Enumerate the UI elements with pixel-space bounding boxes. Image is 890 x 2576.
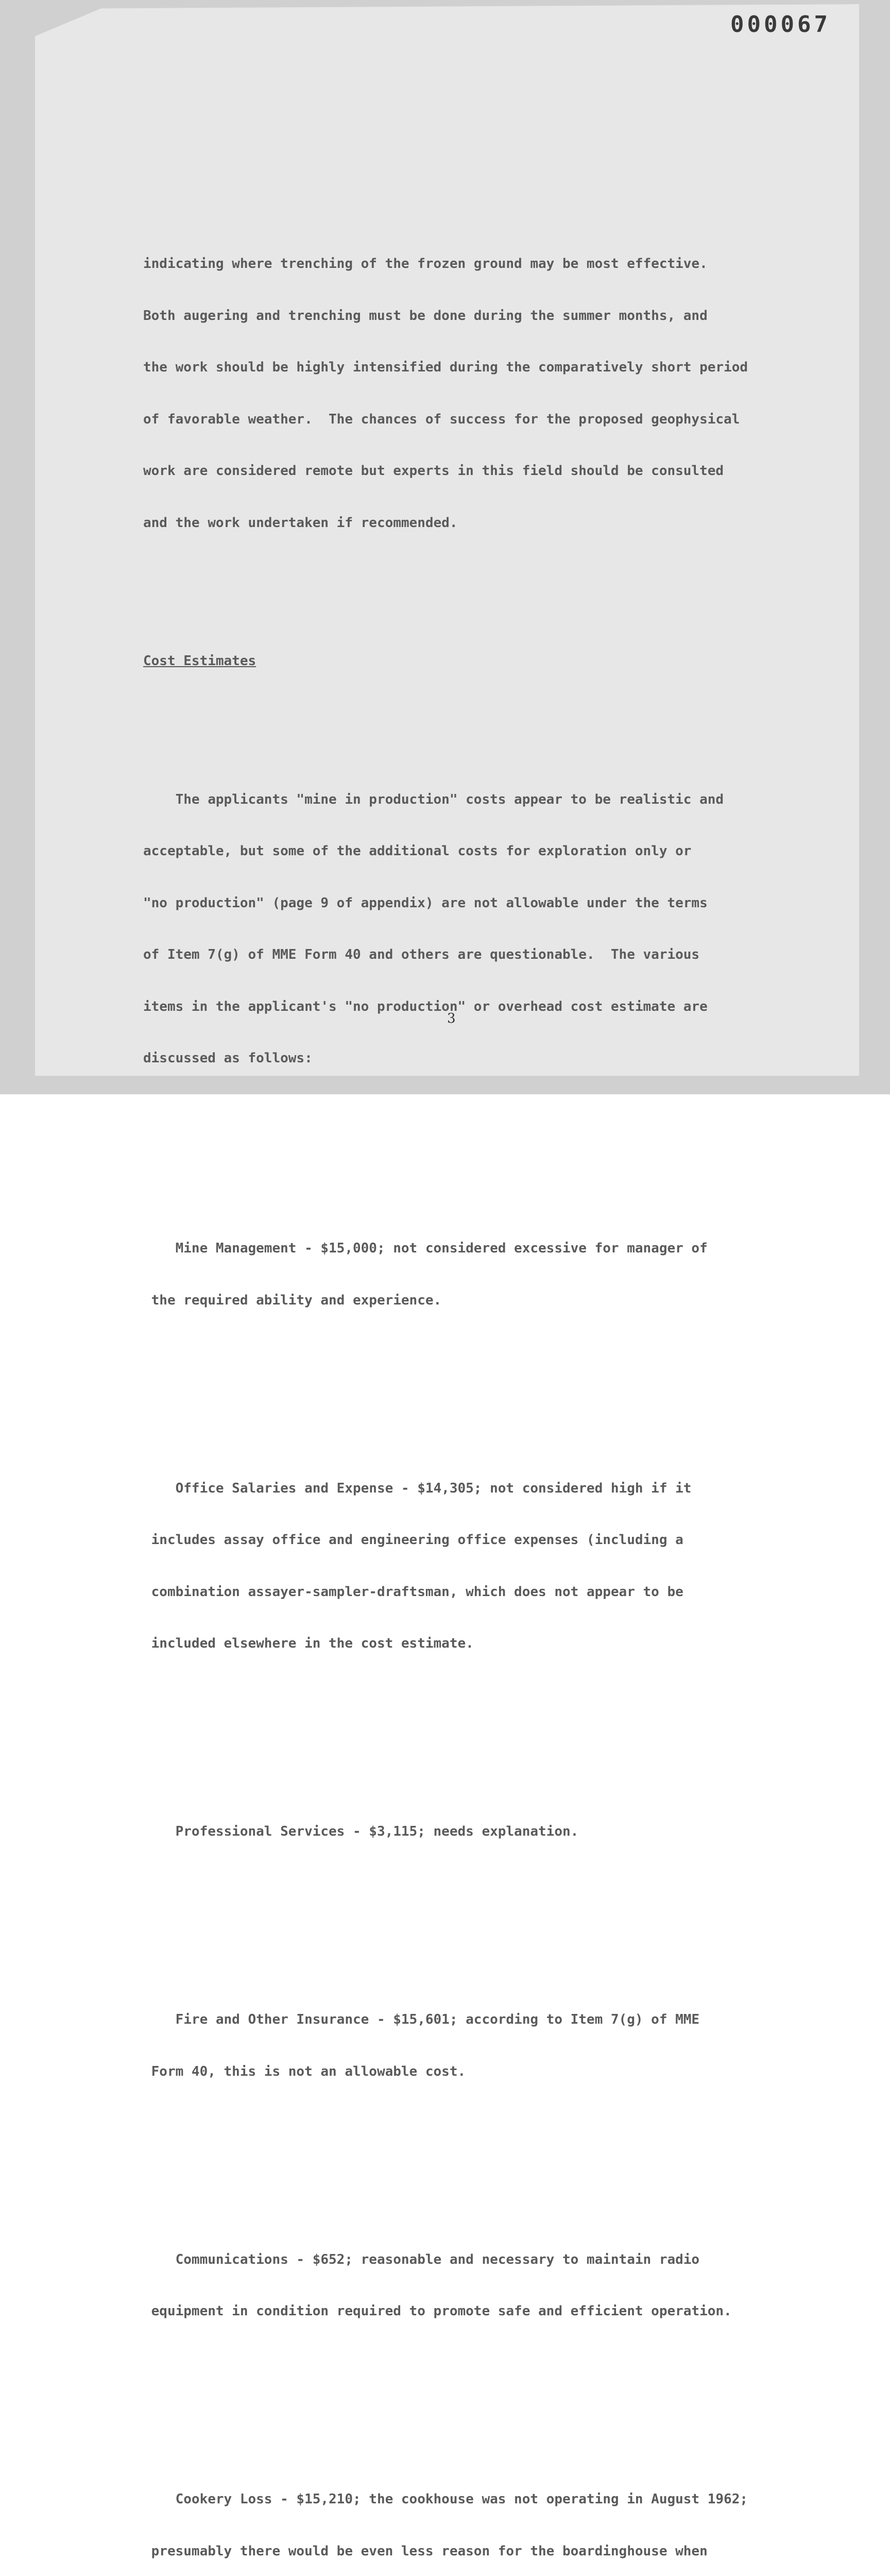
text-line: "no production" (page 9 of appendix) are not allowable under the terms <box>143 895 708 911</box>
text-line: Communications - $652; reasonable and necessary to maintain radio <box>143 2251 700 2267</box>
text-line: the required ability and experience. <box>143 1292 442 1308</box>
cost-item-communications <box>143 2217 802 2355</box>
intro-paragraph <box>143 221 802 566</box>
document-body <box>143 187 802 2576</box>
text-line: Mine Management - $15,000; not considered excessive for manager of <box>143 1241 708 1256</box>
cost-intro-paragraph <box>143 757 802 1102</box>
text-line: includes assay office and engineering office expenses (including a <box>143 1532 683 1548</box>
text-line: equipment in condition required to promote safe and efficient operation. <box>143 2303 732 2319</box>
text-line: Cookery Loss - $15,210; the cookhouse was not operating in August 1962; <box>143 2492 748 2507</box>
cost-item-office-salaries <box>143 1446 802 1687</box>
text-line: Form 40, this is not an allowable cost. <box>143 2063 466 2079</box>
document-number: 000067 <box>730 11 831 38</box>
text-line: the work should be highly intensified during the comparatively short period <box>143 360 748 375</box>
text-line: Fire and Other Insurance - $15,601; according to Item 7(g) of MME <box>143 2012 700 2027</box>
cost-item-professional-services <box>143 1789 802 1875</box>
text-line: of favorable weather. The chances of success for the proposed geophysical <box>143 411 740 427</box>
text-line: discussed as follows: <box>143 1050 313 1066</box>
text-line: Office Salaries and Expense - $14,305; not considered high if it <box>143 1480 692 1496</box>
text-line: of Item 7(g) of MME Form 40 and others are questionable. The various <box>143 947 700 962</box>
text-line: Professional Services - $3,115; needs explanation. <box>143 1824 579 1839</box>
text-line: items in the applicant's "no production" or overhead cost estimate are <box>143 998 708 1014</box>
cost-item-cookery-loss <box>143 2456 802 2576</box>
text-line: Both augering and trenching must be done during the summer months, and <box>143 308 708 324</box>
cost-item-fire-insurance <box>143 1977 802 2115</box>
text-line: combination assayer-sampler-draftsman, which does not appear to be <box>143 1584 683 1600</box>
text-line: presumably there would be even less reason for the boardinghouse when <box>143 2543 708 2559</box>
text-line: included elsewhere in the cost estimate. <box>143 1636 474 1651</box>
text-line: indicating where trenching of the frozen ground may be most effective. <box>143 256 708 272</box>
section-heading: Cost Estimates <box>143 653 256 669</box>
text-line: and the work undertaken if recommended. <box>143 515 458 531</box>
page-number: 3 <box>447 1011 456 1026</box>
text-line: acceptable, but some of the additional costs for exploration only or <box>143 843 692 859</box>
text-line: The applicants "mine in production" costs appear to be realistic and <box>143 791 724 807</box>
cost-item-mine-management <box>143 1206 802 1344</box>
text-line: work are considered remote but experts in this field should be consulted <box>143 463 724 479</box>
